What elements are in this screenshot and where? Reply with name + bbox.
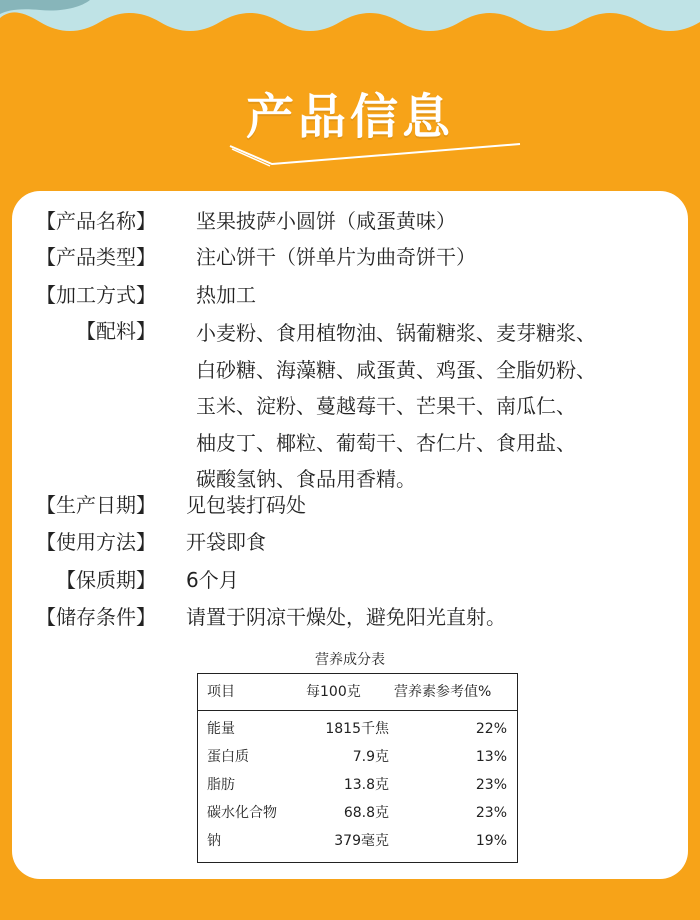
info-row-processing bbox=[12, 279, 688, 313]
nutrition-cell-nrv: 23% bbox=[475, 777, 507, 793]
nutrition-header-nrv: 营养素参考值% bbox=[394, 684, 492, 700]
nutrition-cell-nrv: 19% bbox=[475, 833, 507, 849]
info-label: 【生产日期】 bbox=[36, 493, 156, 517]
nutrition-cell-amount: 7.9克 bbox=[352, 749, 389, 765]
heading-underline-decoration bbox=[160, 136, 540, 172]
info-value: 坚果披萨小圆饼（咸蛋黄味） bbox=[196, 209, 456, 233]
info-value: 热加工 bbox=[196, 283, 256, 307]
info-row-storage bbox=[12, 601, 688, 635]
nutrition-header-item: 项目 bbox=[207, 684, 235, 700]
nutrition-cell-name: 蛋白质 bbox=[207, 749, 249, 765]
nutrition-cell-nrv: 13% bbox=[475, 749, 507, 765]
nutrition-header-divider bbox=[198, 710, 517, 711]
info-value: 请置于阴凉干燥处，避免阳光直射。 bbox=[186, 605, 506, 629]
page-title: 产品信息 bbox=[245, 89, 454, 145]
nutrition-header-per100g: 每100克 bbox=[306, 684, 361, 700]
info-value: 6个月 bbox=[186, 568, 239, 592]
nutrition-table bbox=[197, 673, 518, 863]
nutrition-cell-amount: 1815千焦 bbox=[325, 721, 389, 737]
info-row-shelf-life bbox=[12, 564, 688, 598]
ingredients-line: 小麦粉、食用植物油、锅葡糖浆、麦芽糖浆、 bbox=[196, 321, 596, 345]
nutrition-cell-amount: 68.8克 bbox=[343, 805, 389, 821]
nutrition-cell-name: 碳水化合物 bbox=[207, 805, 277, 821]
top-wave-decoration bbox=[0, 0, 700, 60]
product-info-card bbox=[12, 191, 688, 879]
nutrition-cell-nrv: 23% bbox=[475, 805, 507, 821]
info-value: 开袋即食 bbox=[186, 530, 266, 554]
info-row-production-date bbox=[12, 489, 688, 523]
ingredients-line: 玉米、淀粉、蔓越莓干、芒果干、南瓜仁、 bbox=[196, 394, 576, 418]
ingredients-list bbox=[196, 315, 666, 498]
info-label: 【产品名称】 bbox=[36, 209, 156, 233]
nutrition-cell-name: 钠 bbox=[207, 833, 221, 849]
info-label: 【加工方式】 bbox=[36, 283, 156, 307]
ingredients-line: 柚皮丁、椰粒、葡萄干、杏仁片、食用盐、 bbox=[196, 430, 576, 455]
info-label: 【配料】 bbox=[76, 319, 156, 343]
info-label: 【储存条件】 bbox=[36, 605, 156, 629]
info-label: 【产品类型】 bbox=[36, 245, 156, 269]
info-row-product-name bbox=[12, 205, 688, 239]
info-label: 【保质期】 bbox=[56, 568, 156, 592]
info-row-product-type bbox=[12, 241, 688, 275]
info-label: 【使用方法】 bbox=[36, 530, 156, 554]
info-row-usage bbox=[12, 526, 688, 560]
nutrition-cell-amount: 13.8克 bbox=[343, 777, 389, 793]
info-value: 见包装打码处 bbox=[186, 493, 306, 517]
info-value: 注心饼干（饼单片为曲奇饼干） bbox=[196, 245, 476, 269]
nutrition-table-title: 营养成分表 bbox=[315, 652, 385, 668]
ingredients-line: 白砂糖、海藻糖、咸蛋黄、鸡蛋、全脂奶粉、 bbox=[196, 357, 596, 382]
nutrition-cell-nrv: 22% bbox=[475, 721, 507, 737]
nutrition-cell-amount: 379毫克 bbox=[334, 833, 389, 849]
ingredients-line: 碳酸氢钠、食品用香精。 bbox=[196, 467, 416, 491]
nutrition-cell-name: 脂肪 bbox=[207, 777, 235, 793]
nutrition-cell-name: 能量 bbox=[207, 721, 235, 737]
